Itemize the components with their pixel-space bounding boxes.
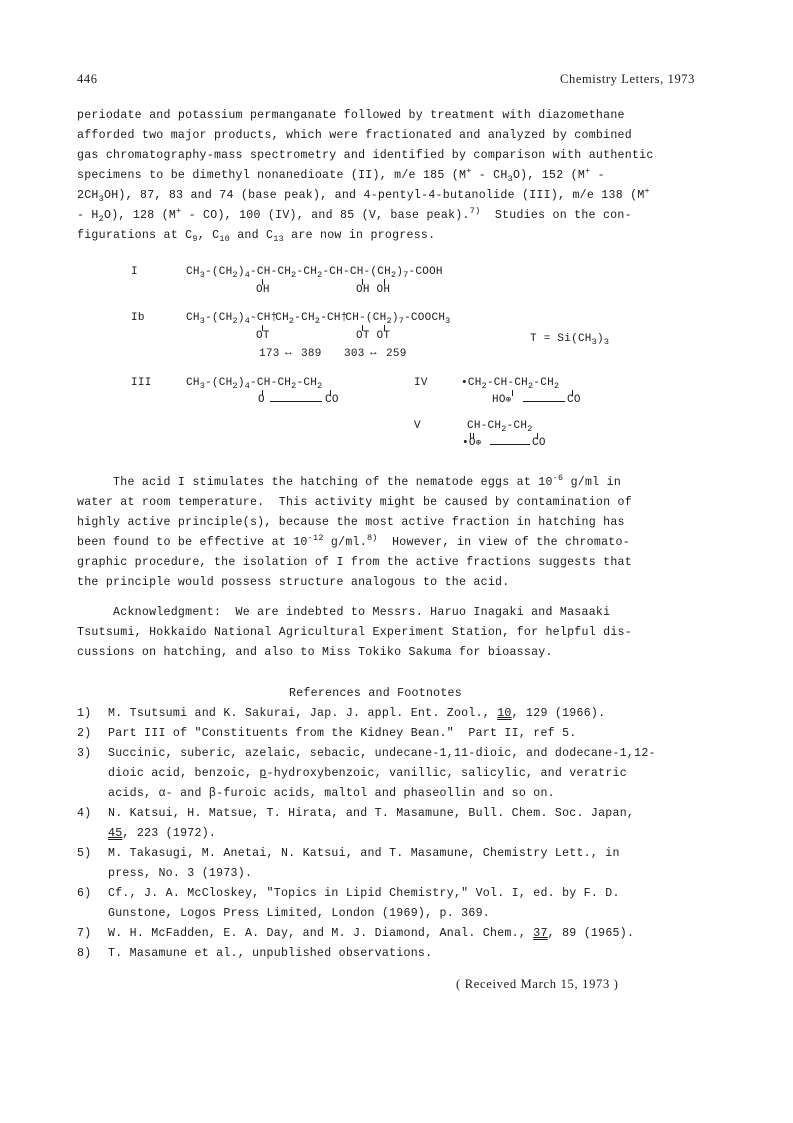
reference-number: 7) [77,927,92,940]
page-number: 446 [77,72,98,86]
trimethylsilyl-definition: $T = Si(CH_3)_3$ [530,333,610,347]
received-date: ( Received March 15, 1973 ) [456,977,619,991]
structure-Ib-trimethylsilyl: OT OT [356,330,391,342]
structure-label-I: I [131,266,138,278]
structure-label-III: III [131,377,152,389]
reference-5-line: M. Takasugi, M. Anetai, N. Katsui, and T. Masamune, Chemistry Lett., in [108,847,620,860]
structure-IV-hydroxyl: HO⊕ [492,394,512,406]
reference-5-line: press, No. 3 (1973). [108,867,253,880]
fragment-259: 259 [386,348,407,360]
text-line: highly active principle(s), because the most active fraction in hatching has [77,516,625,529]
reference-3-line: dioic acid, benzoic, p-hydroxybenzoic, vanillic, salicylic, and veratric [108,767,627,780]
reference-4-line: N. Katsui, H. Matsue, T. Hirata, and T. Masamune, Bull. Chem. Soc. Japan, [108,807,635,820]
structure-IV-carbonyl: CO [567,394,581,406]
structure-I-hydroxyl: OH [256,284,270,296]
reference-number: 3) [77,747,92,760]
reference-number: 8) [77,947,92,960]
text-line: gas chromatography-mass spectrometry and identified by comparison with authentic [77,149,654,162]
structure-IV-formula: $•CH_2-CH-CH_2-CH_2$ [461,377,560,391]
text-line: - $H_2O$), 128 (M+ - CO), 100 (IV), and 85 (V, base peak).$^{7)}$ Studies on the con- [77,206,632,224]
text-line: the principle would possess structure analogous to the acid. [77,576,510,589]
text-line: afforded two major products, which were fractionated and analyzed by combined [77,129,632,142]
reference-8: T. Masamune et al., unpublished observations. [108,947,433,960]
text-line: figurations at $C_9$, $C_{10}$ and $C_{13}$ are now in progress. [77,229,436,244]
structure-I-hydroxyl: OH OH [356,284,391,296]
structure-V-carbonyl: CO [532,437,546,449]
fragment-173: 173 [259,348,280,360]
reference-3-line: Succinic, suberic, azelaic, sebacic, undecane-1,11-dioic, and dodecane-1,12- [108,747,656,760]
reference-6-line: Cf., J. A. McCloskey, "Topics in Lipid Chemistry," Vol. I, ed. by F. D. [108,887,620,900]
structure-label-V: V [414,420,421,432]
structure-label-IV: IV [414,377,428,389]
text-line: cussions on hatching, and also to Miss Tokiko Sakuma for bioassay. [77,646,553,659]
reference-number: 2) [77,727,92,740]
text-line: periodate and potassium permanganate followed by treatment with diazomethane [77,109,625,122]
fragment-arrow-icon: ↔ [370,347,377,359]
text-line: specimens to be dimethyl nonanedioate (II), m/e 185 $(M^+ - CH_3O)$, 152 (M+ - [77,166,605,184]
reference-number: 1) [77,707,92,720]
reference-1: M. Tsutsumi and K. Sakurai, Jap. J. appl. Ent. Zool., 10, 129 (1966). [108,707,606,720]
fragment-389: 389 [301,348,322,360]
text-line: Tsutsumi, Hokkaido National Agricultural Experiment Station, for helpful dis- [77,626,632,639]
fragment-303: 303 [344,348,365,360]
structure-Ib-formula: $CH_3-(CH_2)_4-CH\dagger CH_2-CH_2-CH\dagger CH-(CH_2)_7-COOCH_3$ [186,312,451,326]
structure-Ib-trimethylsilyl: OT [256,330,270,342]
text-line: been found to be effective at $10^{-12}$ g/ml.$^{8)}$ However, in view of the chromato- [77,533,630,549]
text-line: Acknowledgment: We are indebted to Messrs. Haruo Inagaki and Masaaki [77,606,611,619]
fragment-arrow-icon: ↔ [285,347,292,359]
text-line: graphic procedure, the isolation of I from the active fractions suggests that [77,556,632,569]
reference-6-line: Gunstone, Logos Press Limited, London (1969), p. 369. [108,907,490,920]
structure-III-formula: $CH_3-(CH_2)_4-CH-CH_2-CH_2$ [186,377,323,391]
reference-number: 5) [77,847,92,860]
reference-3-line: acids, α- and β-furoic acids, maltol and phaseollin and so on. [108,787,555,800]
reference-7: W. H. McFadden, E. A. Day, and M. J. Diamond, Anal. Chem., 37, 89 (1965). [108,927,635,940]
structure-V-formula: $CH-CH_2-CH_2$ [467,420,533,434]
reference-2: Part III of "Constituents from the Kidney Bean." Part II, ref 5. [108,727,577,740]
journal-title: Chemistry Letters, 1973 [560,72,695,86]
structure-V-oxonium: •O⊕ [462,437,482,449]
text-line: The acid I stimulates the hatching of the nematode eggs at $10^{-6}$ g/ml in [77,473,622,489]
structure-I-formula: $CH_3-(CH_2)_4-CH-CH_2-CH_2-CH-CH-(CH_2)_7$-COOH [186,266,443,280]
references-heading: References and Footnotes [289,687,462,700]
structure-label-Ib: Ib [131,312,145,324]
reference-number: 6) [77,887,92,900]
reference-number: 4) [77,807,92,820]
text-line: water at room temperature. This activity might be caused by contamination of [77,496,632,509]
text-line: $2CH_3OH$), 87, 83 and 74 (base peak), and 4-pentyl-4-butanolide (III), m/e 138 (M+ [77,186,650,204]
structure-III-oxygen: O [258,394,265,406]
reference-4-line: 45, 223 (1972). [108,827,217,840]
structure-III-carbonyl: CO [325,394,339,406]
